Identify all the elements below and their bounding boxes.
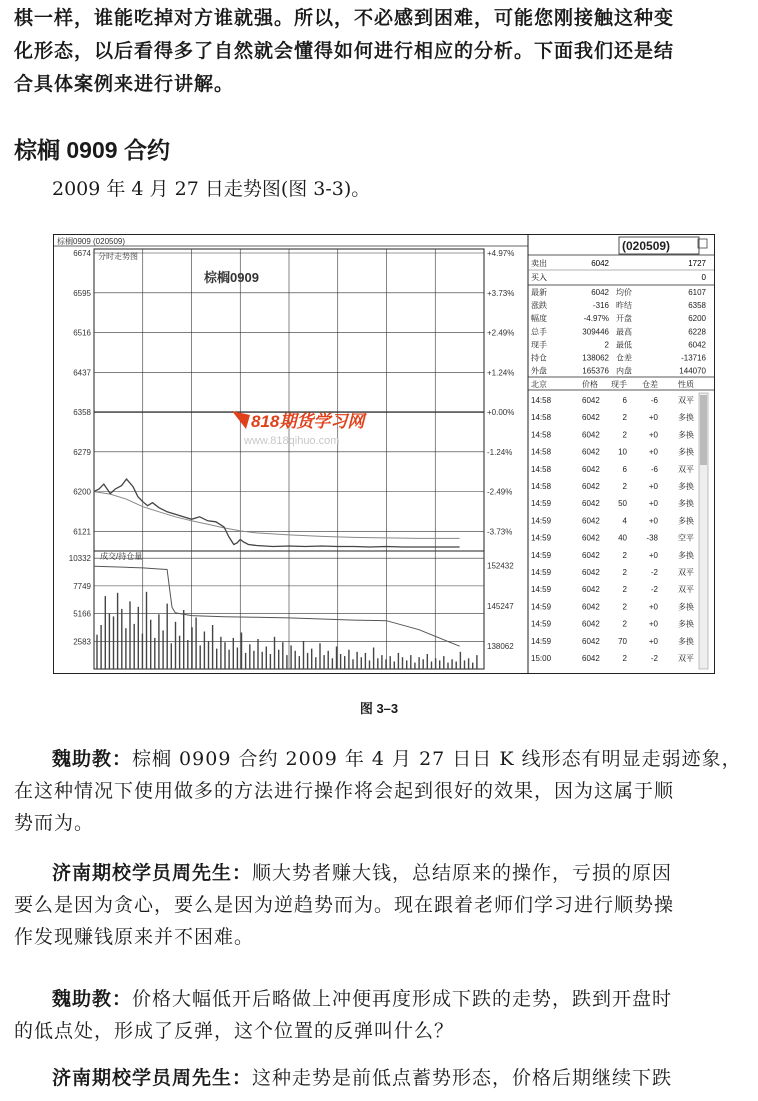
volume-tick-label: 5166: [73, 609, 91, 619]
tick-cell: 6042: [582, 636, 600, 646]
symbol-name: 棕榈0909: [204, 270, 259, 285]
percent-tick-label: +3.73%: [487, 288, 515, 298]
dialogue-text: 在这种情况下使用做多的方法进行操作将会起到很好的效果，因为这属于顺: [14, 780, 675, 802]
tick-cell: +0: [648, 602, 658, 612]
quote-value: 6042: [591, 288, 609, 297]
tick-header: 仓差: [642, 380, 658, 389]
tick-cell: 14:59: [531, 550, 552, 560]
tick-cell: 多换: [678, 482, 694, 491]
dialogue-2: [14, 857, 746, 953]
tick-cell: -2: [650, 585, 658, 595]
tick-cell: 10: [618, 447, 627, 457]
tick-cell: 2: [622, 585, 627, 595]
dialogue-text: 势而为。: [14, 812, 95, 834]
quote-value: 6228: [688, 327, 706, 337]
tick-header: 价格: [582, 380, 598, 389]
quote-value: 6107: [688, 288, 706, 297]
tick-cell: +0: [648, 516, 658, 526]
tick-cell: 14:59: [531, 602, 552, 612]
tick-cell: 6042: [582, 482, 600, 491]
tick-cell: 2: [622, 602, 627, 612]
volume-tick-label: 2583: [73, 637, 91, 647]
tick-cell: 多换: [678, 636, 694, 646]
price-tick-label: 6516: [73, 328, 91, 338]
tick-cell: +0: [648, 636, 658, 646]
tick-cell: 6: [622, 464, 627, 474]
quote-label: 仓差: [616, 353, 632, 363]
tick-cell: 2: [622, 430, 627, 440]
tick-cell: 空平: [678, 533, 694, 543]
tick-cell: +0: [648, 619, 658, 629]
quote-value: 144070: [679, 366, 706, 376]
tick-cell: 50: [618, 499, 627, 509]
tick-cell: 4: [622, 516, 627, 526]
speaker: 魏助教：: [52, 988, 133, 1010]
tick-cell: 多换: [678, 550, 694, 560]
tick-cell: 2: [622, 413, 627, 423]
percent-tick-label: -2.49%: [487, 487, 513, 497]
tick-cell: 6042: [582, 396, 600, 405]
quote-value: 6200: [688, 314, 706, 324]
tick-cell: 6042: [582, 568, 600, 577]
tick-cell: 多换: [678, 447, 694, 457]
tick-cell: -6: [650, 396, 658, 405]
dialogue-text: 顺大势者赚大钱，总结原来的操作，亏损的原因: [252, 862, 673, 884]
dialogue-text: 作发现赚钱原来并不困难。: [14, 926, 255, 948]
tick-cell: 14:59: [531, 516, 552, 526]
price-tick-label: 6358: [73, 408, 91, 418]
dialogue-4: [14, 1062, 746, 1094]
quote-value: 2: [604, 340, 609, 350]
oi-tick-label: 138062: [487, 642, 514, 652]
quote-label: 最新: [531, 288, 547, 297]
tick-cell: 14:58: [531, 464, 552, 474]
tick-cell: 2: [622, 482, 627, 491]
sell-label: 卖出: [531, 259, 547, 268]
percent-tick-label: +0.00%: [487, 408, 515, 418]
quote-label: 最高: [616, 327, 632, 337]
intro-line: 化形态，以后看得多了自然就会懂得如何进行相应的分析。下面我们还是结: [14, 40, 675, 62]
quote-label: 均价: [616, 288, 632, 297]
quote-label: 开盘: [616, 314, 632, 324]
tick-cell: +0: [648, 550, 658, 560]
tick-cell: 14:59: [531, 568, 552, 577]
tick-cell: 双平: [678, 585, 694, 595]
sell-volume: 1727: [688, 259, 706, 268]
quote-value: 165376: [582, 366, 609, 376]
quote-value: 138062: [582, 353, 609, 363]
quote-label: 幅度: [531, 314, 547, 324]
speaker: 济南期校学员周先生：: [52, 1067, 253, 1089]
tick-cell: 6042: [582, 619, 600, 629]
section-title: 棕榈 0909 合约: [14, 137, 170, 163]
dialogue-text: 价格大幅低开后略做上冲便再度形成下跌的走势，跌到开盘时: [132, 988, 673, 1010]
tick-cell: 14:59: [531, 533, 552, 543]
tick-cell: 14:59: [531, 636, 552, 646]
dialogue-1: [14, 743, 746, 839]
tick-header: 现手: [611, 380, 627, 389]
percent-tick-label: -3.73%: [487, 527, 513, 537]
quote-label: 总手: [531, 327, 547, 337]
chart-intro: 2009 年 4 月 27 日走势图(图 3-3)。: [52, 178, 371, 200]
quote-label: 内盘: [616, 366, 632, 376]
intro-line: 合具体案例来进行讲解。: [14, 73, 235, 95]
volume-tick-label: 10332: [68, 554, 91, 564]
price-tick-label: 6200: [73, 487, 91, 497]
tick-cell: 2: [622, 619, 627, 629]
tick-cell: 15:00: [531, 654, 552, 663]
tick-cell: +0: [648, 447, 658, 457]
tick-cell: 6042: [582, 602, 600, 612]
intraday-chart-window: [53, 234, 715, 674]
dialogue-text: 棕榈 0909 合约 2009 年 4 月 27 日日 K 线形态有明显走弱迹象，: [132, 748, 742, 770]
dialogue-text: 的低点处，形成了反弹，这个位置的反弹叫什么？: [14, 1020, 455, 1042]
tick-cell: 14:59: [531, 499, 552, 509]
tick-cell: -2: [650, 568, 658, 577]
tick-cell: 70: [618, 636, 627, 646]
volume-tick-label: 7749: [73, 581, 91, 591]
percent-tick-label: -1.24%: [487, 447, 513, 457]
sell-price: 6042: [591, 259, 609, 268]
tick-cell: 双平: [678, 464, 694, 474]
tick-cell: 14:59: [531, 619, 552, 629]
code-label: (020509): [622, 239, 671, 253]
tick-cell: 6042: [582, 413, 600, 423]
quote-label: 昨结: [616, 301, 632, 311]
price-tick-label: 6674: [73, 249, 91, 258]
tick-cell: 多换: [678, 413, 694, 423]
tick-cell: 6042: [582, 654, 600, 663]
tick-header: 性质: [678, 380, 694, 389]
tick-cell: +0: [648, 499, 658, 509]
open-interest-line: [94, 566, 460, 646]
quote-label: 现手: [531, 340, 547, 350]
tick-cell: 6042: [582, 533, 600, 543]
tick-cell: -38: [646, 533, 658, 543]
tick-cell: 2: [622, 568, 627, 577]
price-tick-label: 6595: [73, 288, 91, 298]
tick-cell: -2: [650, 654, 658, 663]
speaker: 济南期校学员周先生：: [52, 862, 253, 884]
tick-cell: 6042: [582, 516, 600, 526]
tick-cell: 14:58: [531, 396, 552, 405]
oi-tick-label: 152432: [487, 561, 514, 571]
tick-cell: 6: [622, 396, 627, 405]
dialogue-text: 要么是因为贪心，要么是因为逆趋势而为。现在跟着老师们学习进行顺势操: [14, 894, 675, 916]
tick-cell: 6042: [582, 499, 600, 509]
tick-cell: 40: [618, 533, 627, 543]
price-tick-label: 6121: [73, 527, 91, 537]
tick-cell: 多换: [678, 619, 694, 629]
window-title: 棕榈0909 (020509): [57, 237, 126, 246]
tick-cell: 双平: [678, 568, 694, 577]
watermark-brand: 818期货学习网: [251, 412, 365, 431]
oi-tick-label: 145247: [487, 601, 514, 611]
percent-tick-label: +4.97%: [487, 249, 515, 258]
tick-cell: 6042: [582, 447, 600, 457]
quote-label: 持仓: [531, 353, 547, 363]
tick-cell: 14:58: [531, 482, 552, 491]
watermark: [232, 411, 367, 447]
tick-cell: 14:58: [531, 413, 552, 423]
tick-cell: 14:59: [531, 585, 552, 595]
quote-label: 外盘: [531, 366, 547, 376]
tick-cell: +0: [648, 413, 658, 423]
buy-volume: 0: [701, 273, 706, 282]
intro-paragraph: [14, 2, 746, 101]
quote-panel: [528, 237, 714, 669]
tick-cell: +0: [648, 482, 658, 491]
watermark-url: www.818qihuo.com: [244, 435, 340, 447]
tick-cell: 6042: [582, 550, 600, 560]
tick-cell: 14:58: [531, 447, 552, 457]
tick-cell: 2: [622, 550, 627, 560]
panel-label: 分时走势图: [98, 252, 138, 261]
percent-tick-label: +1.24%: [487, 368, 515, 378]
quote-label: 最低: [616, 340, 632, 350]
price-tick-label: 6437: [73, 368, 91, 378]
buy-label: 买入: [531, 273, 547, 282]
quote-value: 309446: [582, 327, 609, 337]
percent-tick-label: +2.49%: [487, 328, 515, 338]
tick-cell: 6042: [582, 430, 600, 440]
dialogue-text: 这种走势是前低点蓄势形态，价格后期继续下跌: [252, 1067, 673, 1089]
flame-icon: [232, 411, 250, 429]
tick-cell: 双平: [678, 654, 694, 663]
speaker: 魏助教：: [52, 748, 133, 770]
quote-value: -316: [592, 301, 609, 311]
tick-cell: 2: [622, 654, 627, 663]
scrollbar-thumb[interactable]: [700, 395, 707, 465]
price-tick-label: 6279: [73, 447, 91, 457]
quote-value: -4.97%: [583, 314, 609, 324]
dialogue-3: [14, 983, 746, 1047]
quote-value: 6358: [688, 301, 706, 311]
tick-cell: 双平: [678, 396, 694, 405]
tick-cell: -6: [650, 464, 658, 474]
tick-cell: 多换: [678, 430, 694, 440]
tick-cell: 6042: [582, 585, 600, 595]
quote-label: 涨跌: [531, 301, 547, 311]
intro-line: 棋一样，谁能吃掉对方谁就强。所以，不必感到困难，可能您刚接触这种变: [14, 7, 675, 29]
tick-header: 北京: [531, 380, 547, 389]
tick-cell: +0: [648, 430, 658, 440]
tick-cell: 多换: [678, 499, 694, 509]
tick-cell: 6042: [582, 464, 600, 474]
chart-svg: [54, 235, 714, 673]
volume-label: 成交/持仓量: [100, 552, 143, 561]
tick-cell: 多换: [678, 516, 694, 526]
figure-caption: 图 3–3: [359, 701, 399, 716]
price-line: [94, 479, 460, 547]
quote-value: 6042: [688, 340, 706, 350]
tick-cell: 14:58: [531, 430, 552, 440]
tick-cell: 多换: [678, 602, 694, 612]
quote-value: -13716: [681, 353, 706, 363]
